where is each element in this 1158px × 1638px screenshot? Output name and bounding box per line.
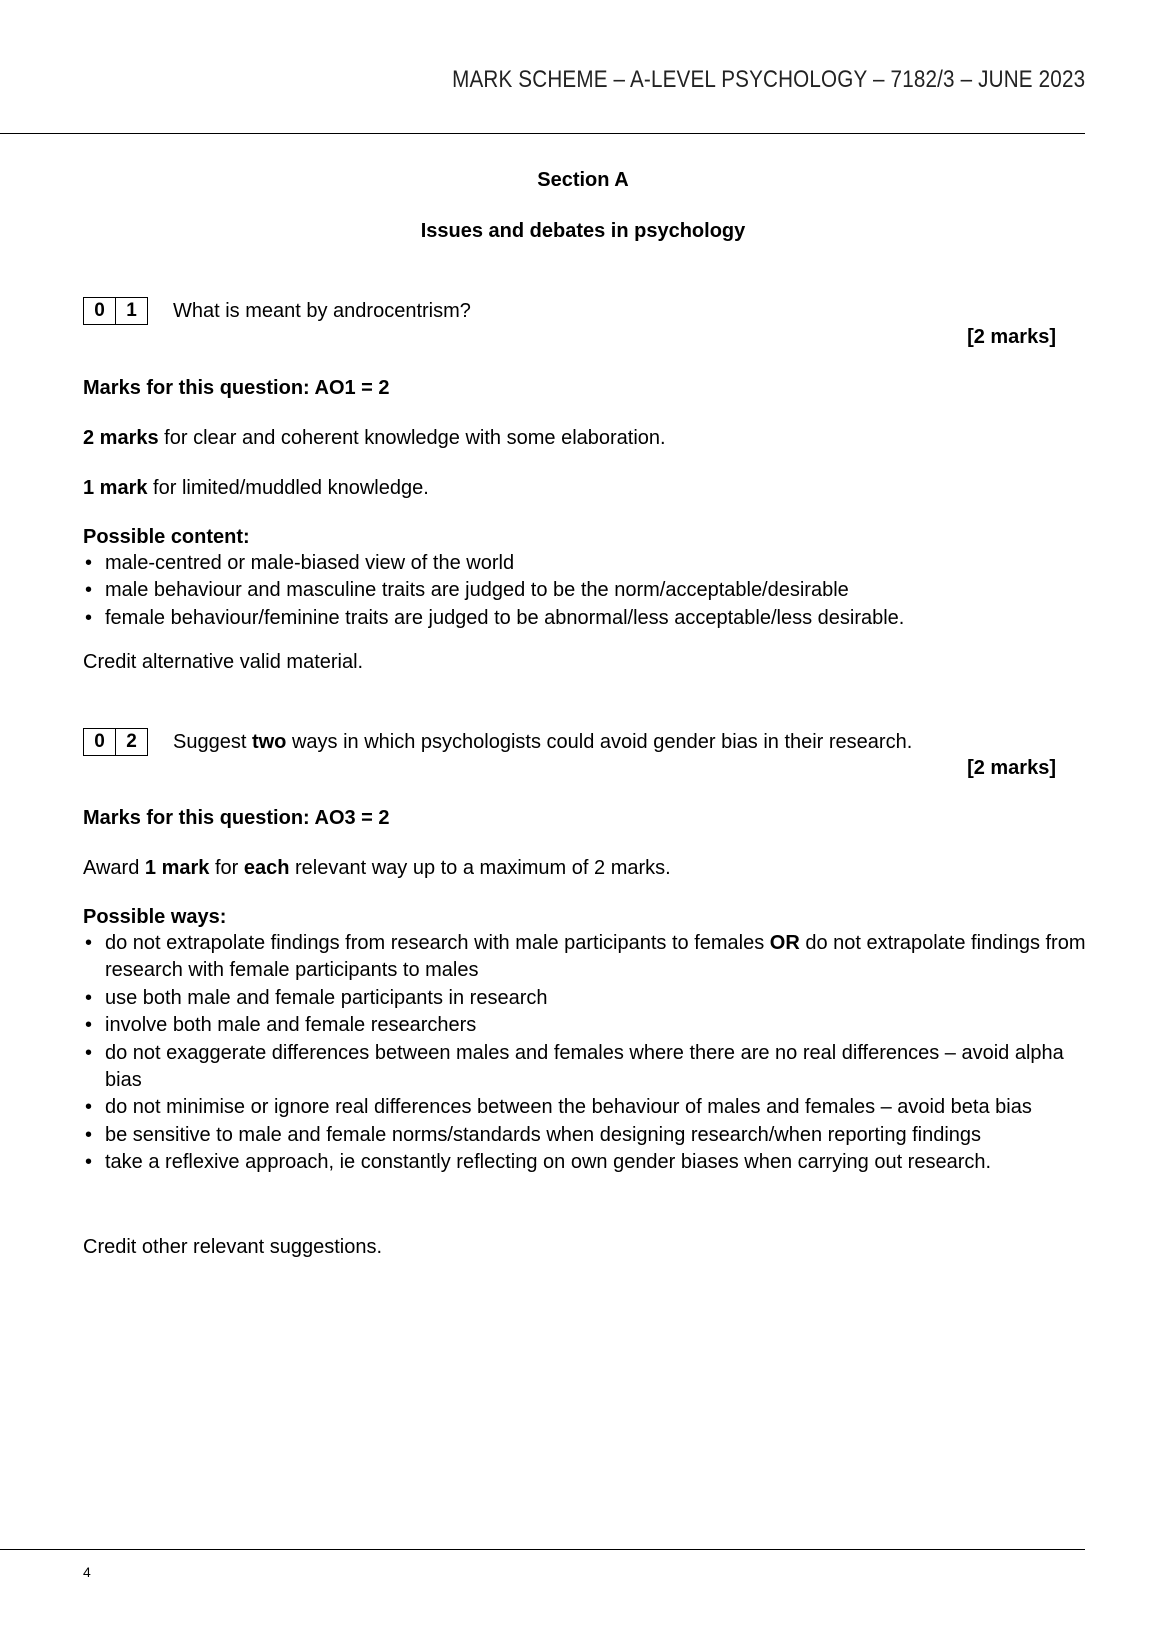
question-marks: [2 marks] <box>967 326 1056 348</box>
question-text: Suggest two ways in which psychologists could avoid gender bias in their research. <box>173 731 913 753</box>
list-item: • do not minimise or ignore real differences between the behaviour of males and females – avoid beta bias <box>83 1094 1093 1121</box>
list-item: • take a reflexive approach, ie constantly reflecting on own gender biases when carrying out research. <box>83 1149 1093 1176</box>
question-digit: 0 <box>94 731 105 752</box>
running-header: MARK SCHEME – A-LEVEL PSYCHOLOGY – 7182/3 – JUNE 2023 <box>451 66 1085 93</box>
list-item: • male-centred or male-biased view of the world <box>83 550 1093 577</box>
list-item: • male behaviour and masculine traits are judged to be the norm/acceptable/desirable <box>83 577 1093 604</box>
header-rule <box>0 133 1085 134</box>
section-subtitle: Issues and debates in psychology <box>420 220 746 242</box>
question-marks: [2 marks] <box>967 757 1056 779</box>
ways-heading: Possible ways: <box>83 906 227 928</box>
list-item: • use both male and female participants in research <box>83 985 1093 1012</box>
credit-note: Credit alternative valid material. <box>83 651 364 673</box>
ways-list <box>83 930 1093 1177</box>
list-item: • female behaviour/feminine traits are judged to be abnormal/less acceptable/less desirable. <box>83 605 1093 632</box>
question-text: What is meant by androcentrism? <box>173 300 471 322</box>
list-item: • involve both male and female researchers <box>83 1012 1093 1039</box>
marks-heading: Marks for this question: AO1 = 2 <box>83 377 390 399</box>
list-item: • do not extrapolate findings from research with male participants to females OR do not extrapolate findings from research with female participants to males <box>83 930 1093 985</box>
section-title: Section A <box>537 169 629 191</box>
question-number-box <box>83 297 148 325</box>
marks-heading: Marks for this question: AO3 = 2 <box>83 807 390 829</box>
question-digit: 1 <box>115 298 147 324</box>
credit-note: Credit other relevant suggestions. <box>83 1236 383 1258</box>
list-item: • do not exaggerate differences between males and females where there are no real differences – avoid alpha bias <box>83 1040 1093 1095</box>
page-number: 4 <box>83 1564 91 1580</box>
footer-rule <box>0 1549 1085 1550</box>
question-digit: 2 <box>115 729 147 755</box>
award-text: Award 1 mark for each relevant way up to a maximum of 2 marks. <box>83 857 671 879</box>
content-list <box>83 550 1093 632</box>
mark-level-2: 2 marks for clear and coherent knowledge with some elaboration. <box>83 427 666 449</box>
content-heading: Possible content: <box>83 526 250 548</box>
mark-level-1: 1 mark for limited/muddled knowledge. <box>83 477 429 499</box>
question-digit: 0 <box>94 300 105 321</box>
question-number-box <box>83 728 148 756</box>
list-item: • be sensitive to male and female norms/standards when designing research/when reporting findings <box>83 1122 1093 1149</box>
